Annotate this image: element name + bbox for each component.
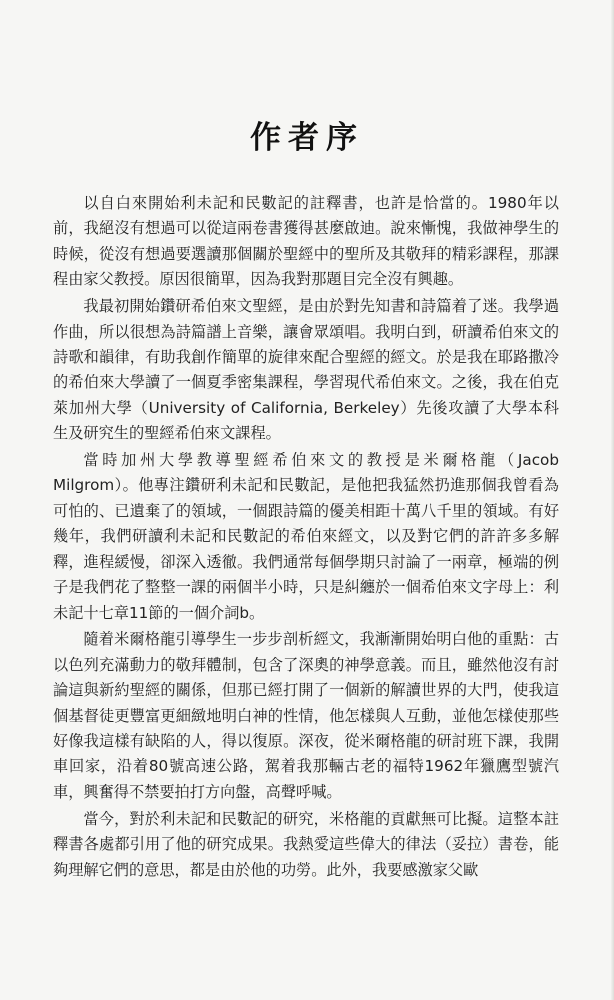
paragraph-3: 當時加州大學教導聖經希伯來文的教授是米爾格龍（Jacob Milgrom）。他專注鑽研利未記和民數記，是他把我猛然扔進那個我曾看為可怕的、已遺棄了的領域，一個跟詩篇的優美相距十萬八千里的領域。有好幾年，我們研讀利未記和民數記的希伯來經文，以及對它們的許許多多解釋，進程緩慢，卻深入透徹。我們通常每個學期只討論了一兩章，極端的例子是我們花了整整一課的兩個半小時，只是糾纏於一個希伯來文字母上：利未記十七章11節的一個介詞b。 bbox=[53, 451, 559, 622]
page-title: 作者序 bbox=[250, 120, 364, 156]
paragraph-2: 我最初開始鑽研希伯來文聖經，是由於對先知書和詩篇着了迷。我學過作曲，所以很想為詩篇譜上音樂，讓會眾頌唱。我明白到，研讀希伯來文的詩歌和韻律，有助我創作簡單的旋律來配合聖經的經文。於是我在耶路撒冷的希伯來大學讀了一個夏季密集課程，學習現代希伯來文。之後，我在伯克萊加州大學（University of California, Berkeley）先後攻讀了大學本科生及研究生的聖經希伯來文課程。 bbox=[53, 297, 559, 443]
paragraph-4: 隨着米爾格龍引導學生一步步剖析經文，我漸漸開始明白他的重點：古以色列充滿動力的敬拜體制，包含了深奧的神學意義。而且，雖然他沒有討論這與新約聖經的關係，但那已經打開了一個新的解讀世界的大門，使我這個基督徒更豐富更細緻地明白神的性情，他怎樣與人互動，並他怎樣使那些好像我這樣有缺陷的人，得以復原。深夜，從米爾格龍的研討班下課，我開車回家，沿着80號高速公路，駕着我那輛古老的福特1962年獵鷹型號汽車，興奮得不禁要拍打方向盤，高聲呼喊。 bbox=[53, 630, 559, 801]
paragraph-5: 當今，對於利未記和民數記的研究，米格龍的貢獻無可比擬。這整本註釋書各處都引用了他的研究成果。我熱愛這些偉大的律法（妥拉）書卷，能夠理解它們的意思，都是由於他的功勞。此外，我要感激家父歐 bbox=[53, 809, 559, 879]
body-text bbox=[53, 191, 559, 884]
paragraph-1: 以自白來開始利未記和民數記的註釋書，也許是恰當的。1980年以前，我絕沒有想過可以從這兩卷書獲得甚麼啟迪。說來慚愧，我做神學生的時候，從沒有想過要選讀那個關於聖經中的聖所及其敬拜的精彩課程，那課程由家父教授。原因很簡單，因為我對那題目完全沒有興趣。 bbox=[53, 194, 559, 289]
